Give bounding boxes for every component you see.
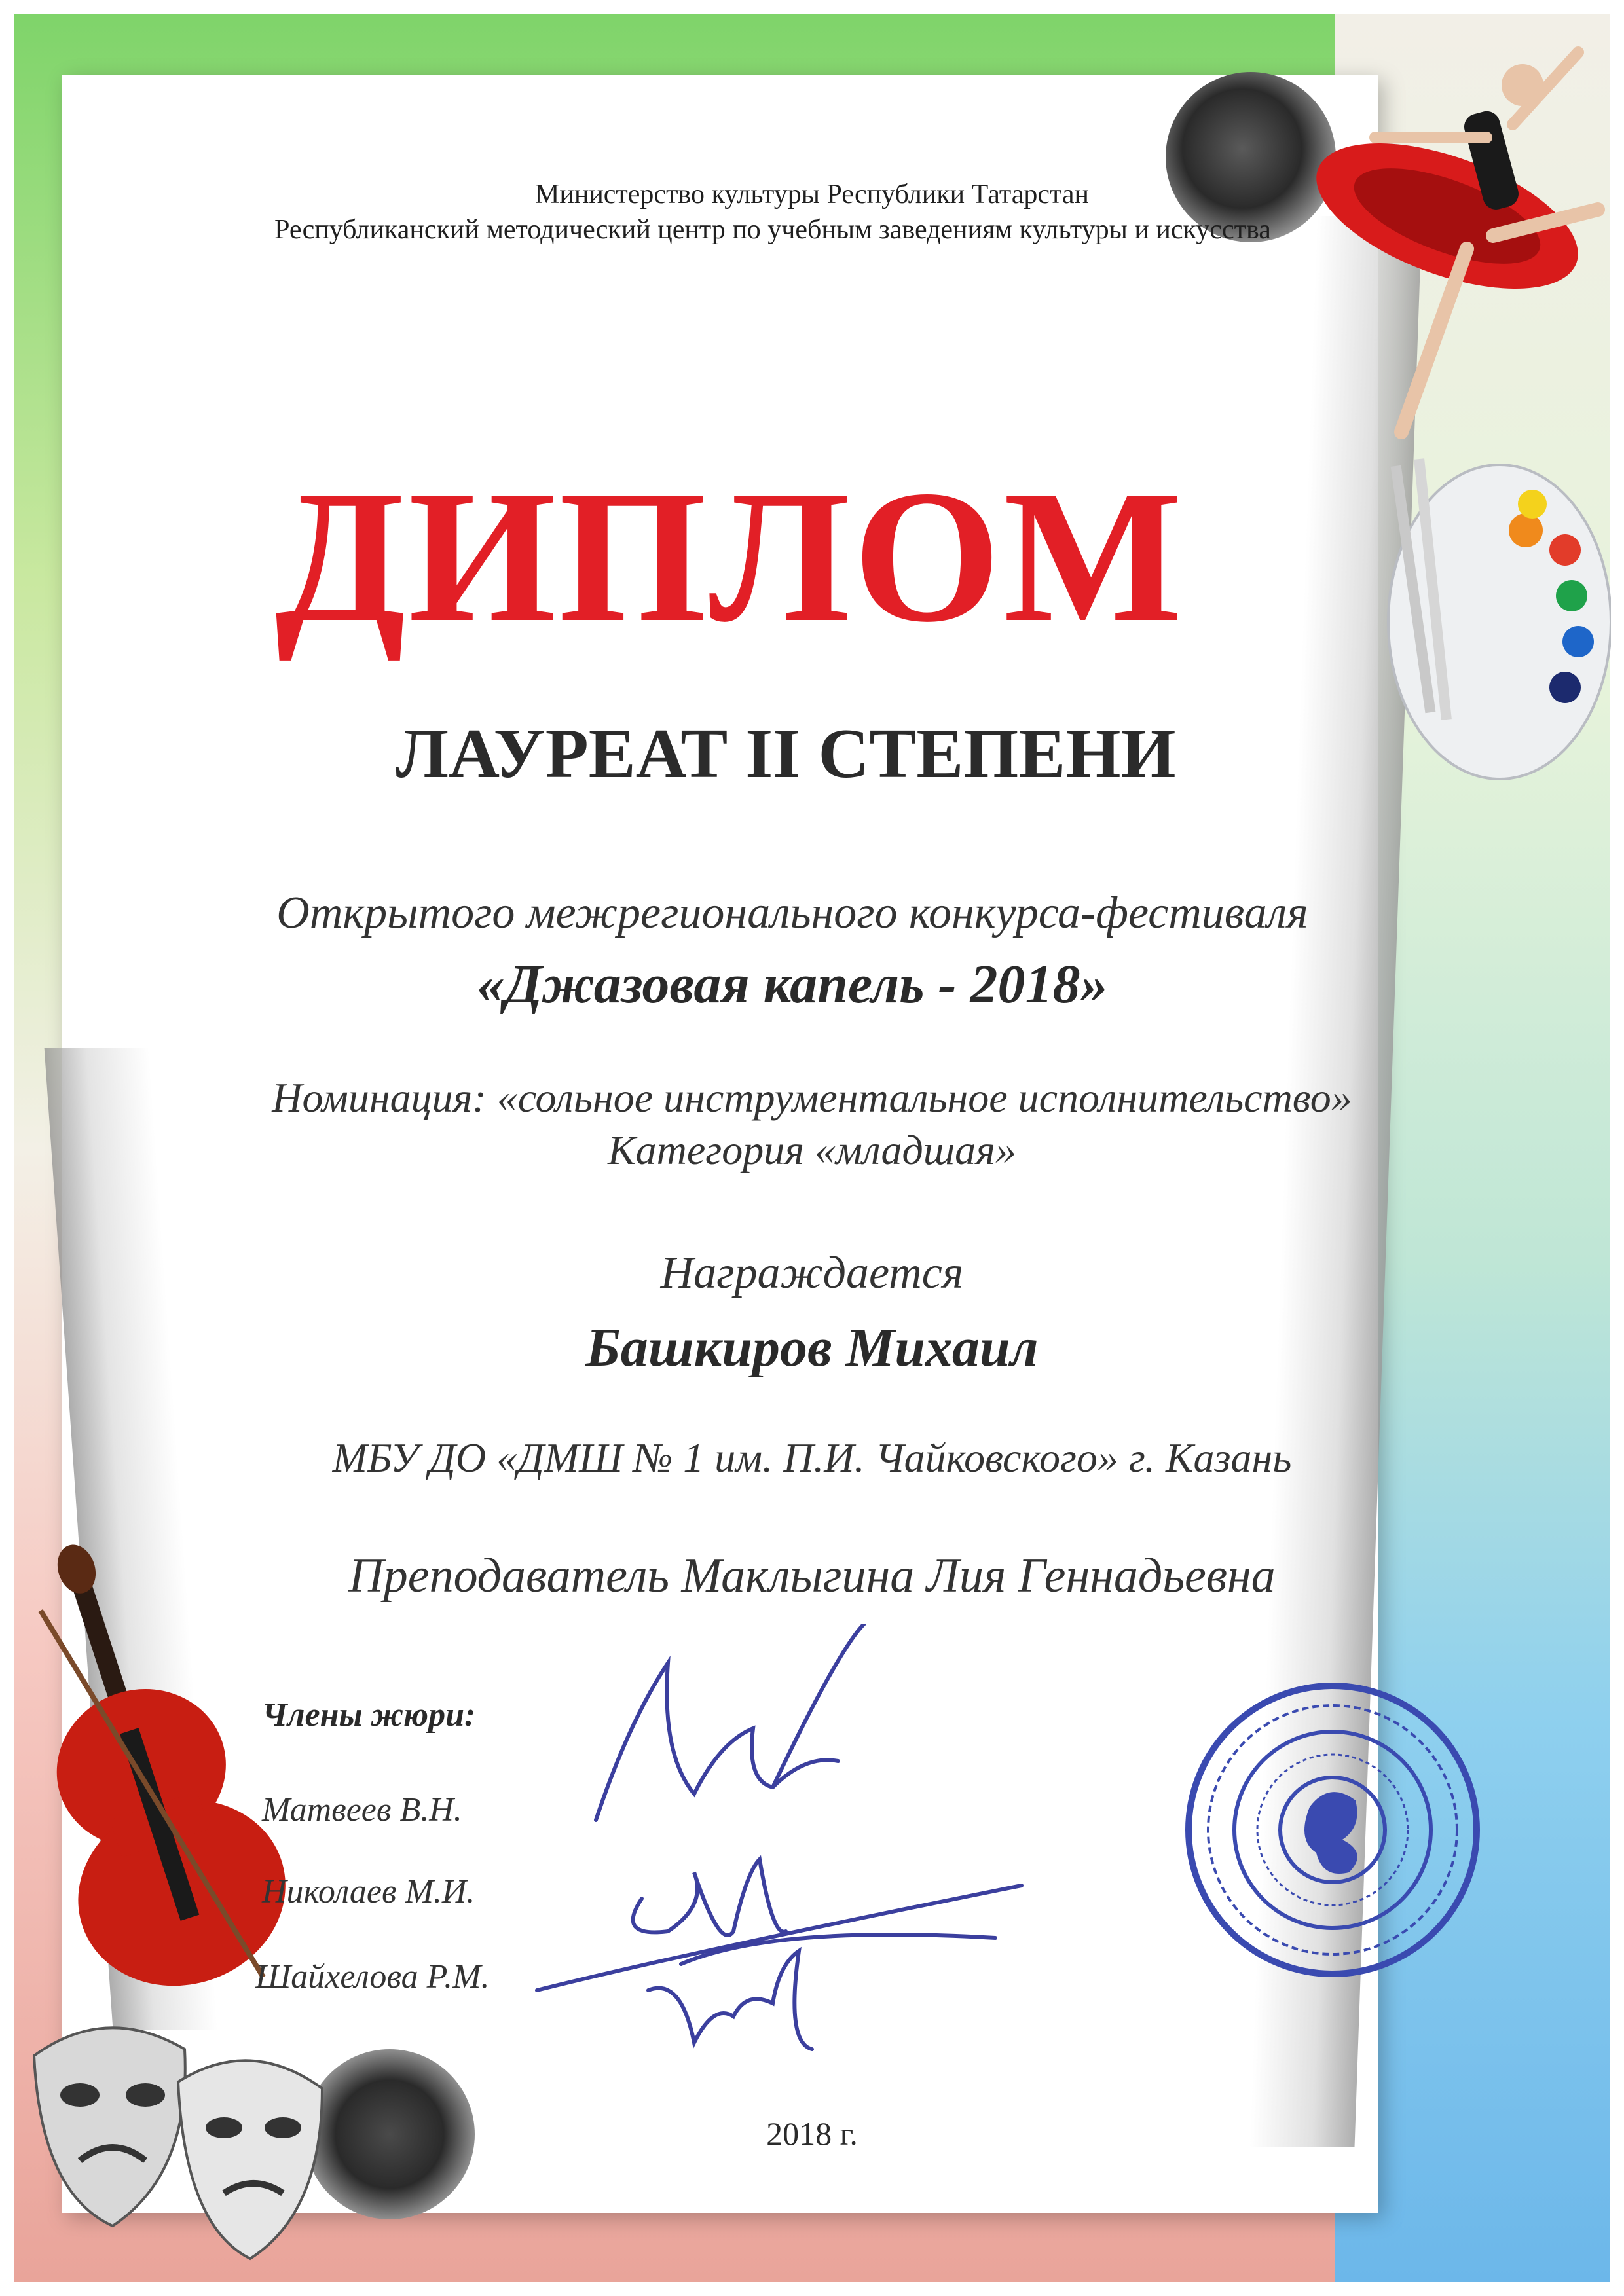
ballerina-icon bbox=[1297, 13, 1611, 484]
official-seal-stamp bbox=[1179, 1676, 1486, 1984]
ministry-name: Министерство культуры Республики Татарстан bbox=[535, 179, 1089, 210]
jury-member: Матвеев В.Н. bbox=[262, 1791, 462, 1829]
jury-label: Члены жюри: bbox=[262, 1696, 476, 1734]
laureate-degree: ЛАУРЕАТ II СТЕПЕНИ bbox=[396, 715, 1176, 793]
school-name: МБУ ДО «ДМШ № 1 им. П.И. Чайковского» г. Казань bbox=[332, 1434, 1292, 1481]
category: Категория «младшая» bbox=[608, 1127, 1016, 1173]
teacher-name: Преподаватель Маклыгина Лия Геннадьевна bbox=[348, 1549, 1276, 1603]
contest-description: Открытого межрегионального конкурса-фестиваля bbox=[276, 888, 1308, 938]
awarded-label: Награждается bbox=[660, 1248, 964, 1298]
awardee-name: Башкиров Михаил bbox=[585, 1317, 1039, 1378]
methodical-center-name: Республиканский методический центр по учебным заведениям культуры и искусства bbox=[274, 215, 1271, 245]
jury-member: Николаев М.И. bbox=[262, 1873, 475, 1910]
contest-name: «Джазовая капель - 2018» bbox=[477, 954, 1108, 1015]
diploma-title: ДИПЛОМ bbox=[275, 451, 1186, 661]
jury-signatures bbox=[498, 1624, 1087, 2082]
nomination: Номинация: «сольное инструментальное исполнительство» bbox=[272, 1074, 1352, 1121]
jury-member: Шайхелова Р.М. bbox=[255, 1958, 490, 1995]
issue-year: 2018 г. bbox=[766, 2115, 858, 2152]
